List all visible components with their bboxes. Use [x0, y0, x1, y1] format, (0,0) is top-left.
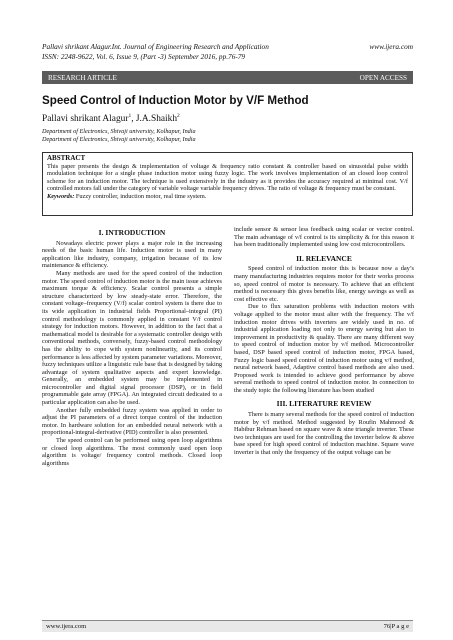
section-heading: I. INTRODUCTION	[98, 228, 166, 237]
keywords-label: Keywords:	[47, 192, 75, 200]
author-separator: ,	[131, 114, 136, 125]
abstract-text: This paper presents the design & implementation of voltage & frequency ratio constant & controller based on sinusoidal pulse width modulation technique for a single phase induction motor using fuzzy logic. The work involves implementation of an closed loop control scheme for an induction motor. The technique is used extensively in the industry as it provides the accuracy required at minimal cost. V/f controlled motors fall under the category of variable voltage variable frequency drives. The ratio of voltage & frequency must be constant.	[47, 162, 408, 193]
paragraph: The speed control can be performed using open loop algorithms or closed loop algorithms. The most commonly used open loop algorithm is voltage/ frequency control methods. Closed loop algorithms	[42, 437, 222, 467]
paragraph: Nowadays electric power plays a major role in the increasing needs of the basic human life. Induction motor is used in many application like industry, company, irrigation because of its low maintenance & efficiency.	[42, 239, 222, 270]
open-access-label: OPEN ACCESS	[359, 73, 407, 82]
paragraph: Speed control of induction motor this is because now a day’s many manufacturing industries requires motor for their works process so, speed control of motor is necessary. To achieve that an efficient method is necessary this gives benefits like, energy savings as well as cost effective etc.	[234, 265, 414, 303]
keywords-text: Fuzzy controller, induction motor, real time system.	[74, 192, 207, 200]
section-heading: III. LITERATURE REVIEW	[276, 399, 372, 409]
article-type-banner	[42, 71, 413, 84]
citation-line-2: ISSN: 2248-9622, Vol. 6, Issue 9, (Part -3) September 2016, pp.76-79	[42, 51, 246, 61]
affiliation: Department of Electronics, Shivaji university, Kolhapur, India	[42, 128, 196, 135]
author-list	[42, 113, 180, 124]
left-column	[42, 226, 222, 467]
footer-website[interactable]: www.ijera.com	[46, 623, 87, 630]
page-number: 76|P a g e	[383, 623, 409, 630]
affiliation: Department of Electronics, Shivaji university, Kolhapur, India	[42, 136, 196, 143]
paragraph: Many methods are used for the speed control of the induction motor. The speed control of induction motor is the main issue achieves maximum torque & efficiency. Scalar control presents a simple structure characterized by low steady-state error. Therefore, the constant voltage–frequency (V/f) scalar control system is there due to its wide application in industrial fields Proportional–integral (PI) control methodology is commonly applied in constant V/f control strategy for induction motors. However, in addition to the fact that a mathematical model is desirable for a systematic controller design with conventional methods, conversely, fuzzy-based control methodology has the ability to cope with system nonlinearity, and its control performance is less affected by system parameter variations. Moreover, fuzzy techniques utilize a linguistic rule base that is designed by taking advantage of system qualitative aspects and expert knowledge. Generally, an embedded system may be implemented in microcontroller and digital signal processor (DSP), or in field programmable gate array (FPGA). An integrated circuit dedicated to a particular application can also be used.	[42, 269, 222, 407]
author-affil-mark: 2	[177, 113, 180, 119]
author-affil-mark: 1	[128, 113, 132, 119]
paragraph: Due to flux saturation problems with induction motors with voltage applied to the motor must alter with the frequency. The v/f induction motor drives with inverters are widely used in no. of industrial application loading not only to energy saving but also to improvement in productivity & quality. There are many different way to speed control of induction motor by v/f method. Microcontroller based, DSP based speed control of induction motor, FPGA based, Fuzzy logic based speed control of induction motor using v/f method, neural network based, Adaptive control based methods are also used. Proposed work is intended to achieve good performance by above several methods to speed control of induction motor. In connection to the study topic the following literature has been studied	[234, 303, 414, 394]
journal-website[interactable]: www.ijera.com	[369, 42, 413, 51]
abstract-box	[42, 152, 413, 216]
keywords-line	[47, 193, 408, 201]
section-heading: II. RELEVANCE	[296, 253, 352, 263]
research-article-label: RESEARCH ARTICLE	[48, 73, 117, 82]
author-name: J.A.Shaikh	[135, 114, 178, 125]
page-footer	[42, 620, 413, 632]
paragraph: Another fully embedded fuzzy system was applied in order to adjust the PI parameters of a direct torque control of the induction motor. In hardware solution for an embedded neural network with a proportional-integral-derivative (PID) controller is also presented.	[42, 406, 222, 437]
paper-title: Speed Control of Induction Motor by V/F Method	[42, 94, 309, 107]
author-name: Pallavi shrikant Alagur	[42, 114, 129, 125]
paragraph: include sensor & sensor less feedback using scalar or vector control. The main advantage of v/f control is its simplicity & for this reason it has been traditionally implemented using low cost microcontrollers.	[234, 226, 414, 249]
paragraph: There is many several methods for the speed control of induction motor by v/f method. Method suggested by Roufin Mahmood & Habibur Rehman based on square wave & sine triangle inverter. These two techniques are used for the controlling the inverter below & above base speed for high speed control of induction machine. Square wave inverter is that only the frequency of the output voltage can be	[234, 411, 414, 457]
abstract-heading: ABSTRACT	[47, 154, 86, 162]
citation-line-1: Pallavi shrikant Alagur.Int. Journal of Engineering Research and Application	[42, 42, 269, 51]
right-column	[234, 226, 414, 457]
journal-header	[42, 42, 413, 61]
